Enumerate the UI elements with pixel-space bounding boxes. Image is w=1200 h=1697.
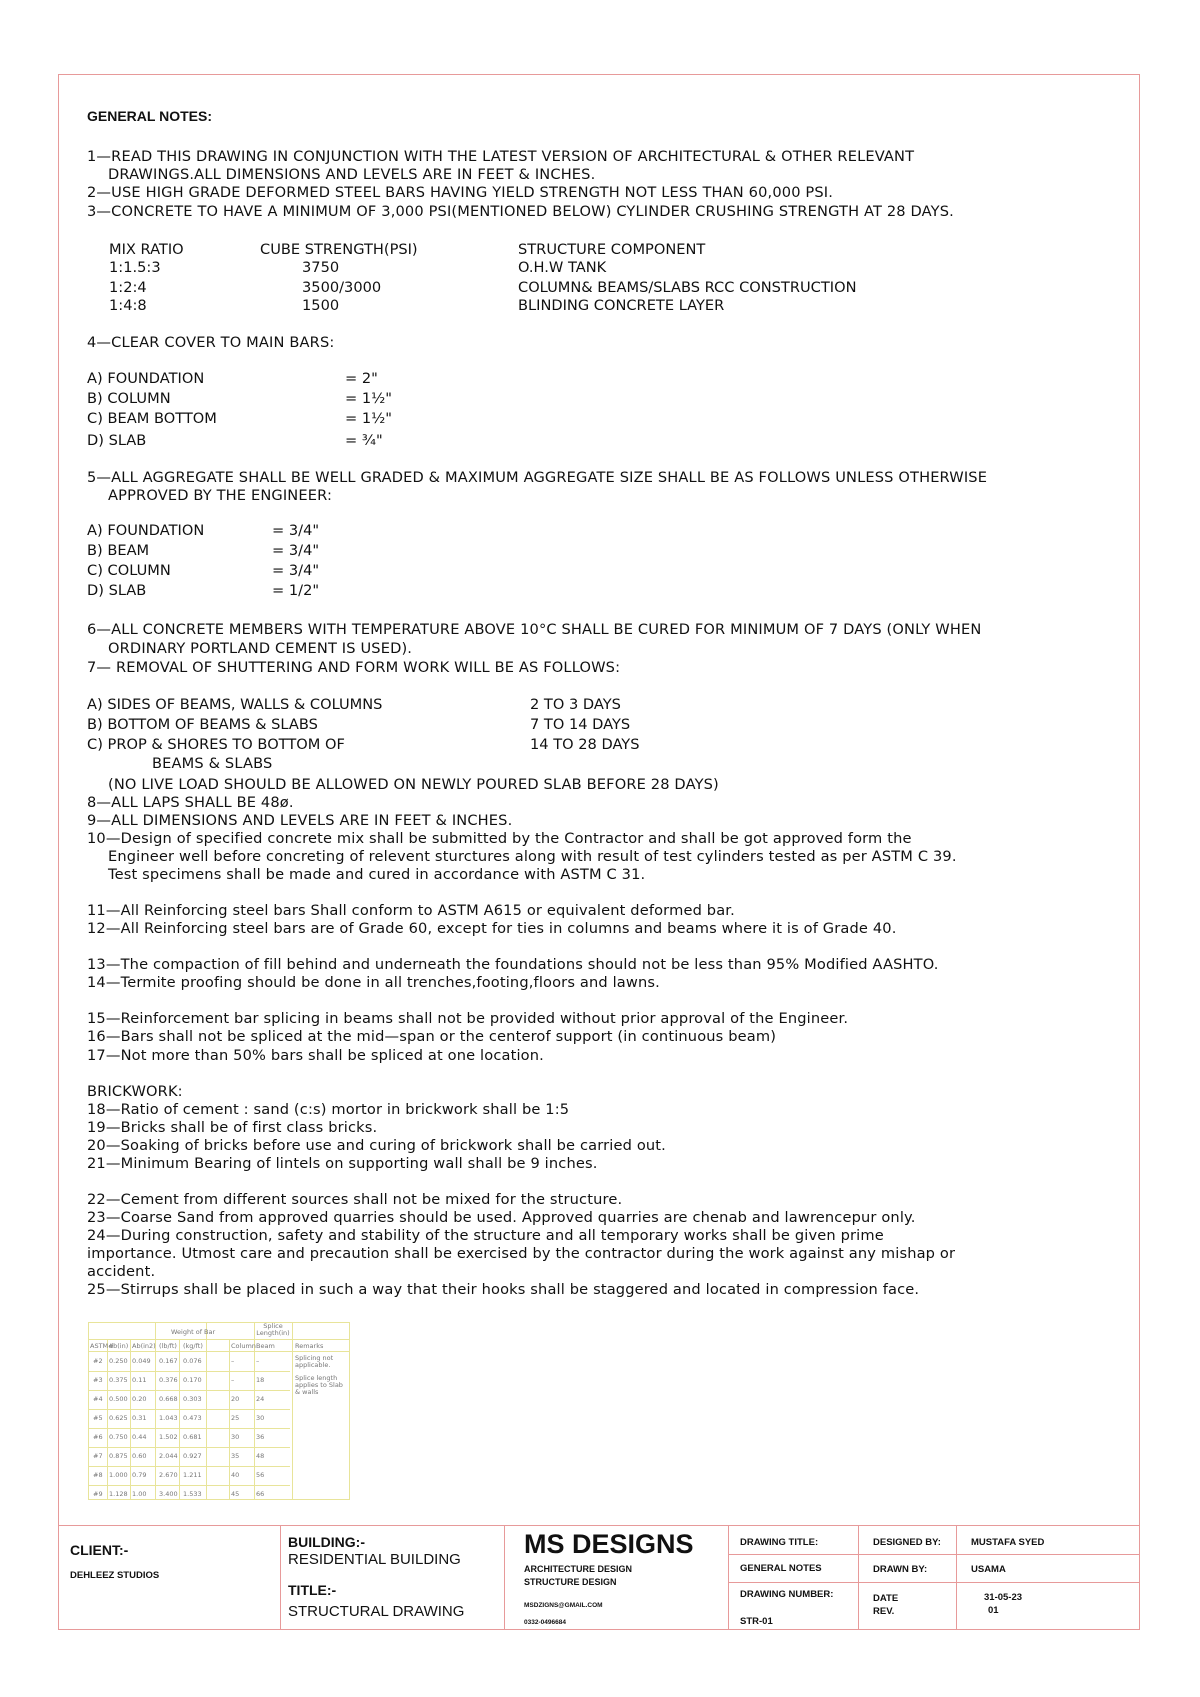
- rev-value: 01: [988, 1605, 999, 1616]
- note-16: 16—Bars shall not be spliced at the mid—span or the centerof support (in continuous beam): [87, 1028, 777, 1045]
- firm-phone: 0332-0496684: [524, 1619, 566, 1626]
- client-label: CLIENT:-: [70, 1542, 129, 1558]
- table-cell: 0.170: [183, 1376, 202, 1384]
- title-block: [58, 1525, 1140, 1630]
- table-cell: 30: [231, 1433, 240, 1441]
- table-cell: –: [256, 1357, 260, 1365]
- cover-value: = 2": [345, 370, 378, 387]
- note-17: 17—Not more than 50% bars shall be spliced at one location.: [87, 1047, 544, 1064]
- aggregate-item: C) COLUMN: [87, 562, 171, 579]
- table-row-bar-size: #2: [93, 1357, 103, 1365]
- aggregate-item: A) FOUNDATION: [87, 522, 205, 539]
- mix-row-ratio: 1:1.5:3: [109, 259, 161, 276]
- client-name: DEHLEEZ STUDIOS: [70, 1570, 160, 1581]
- table-cell: 0.049: [132, 1357, 151, 1365]
- table-cell: 24: [256, 1395, 265, 1403]
- cover-value: = 1½": [345, 390, 393, 407]
- aggregate-item: B) BEAM: [87, 542, 150, 559]
- formwork-item: B) BOTTOM OF BEAMS & SLABS: [87, 716, 318, 733]
- note-24-cont: accident.: [87, 1263, 156, 1280]
- drawing-title-label: DRAWING TITLE:: [740, 1537, 819, 1548]
- drawn-by-value: USAMA: [971, 1564, 1006, 1575]
- mix-header-strength: CUBE STRENGTH(PSI): [260, 241, 418, 258]
- cover-item: B) COLUMN: [87, 390, 171, 407]
- note-7: 7— REMOVAL OF SHUTTERING AND FORM WORK WILL BE AS FOLLOWS:: [87, 659, 621, 676]
- aggregate-value: = 3/4": [272, 562, 320, 579]
- table-cell: 0.681: [183, 1433, 202, 1441]
- table-cell: 0.473: [183, 1414, 202, 1422]
- table-cell: –: [231, 1376, 235, 1384]
- table-cell: 0.79: [132, 1471, 147, 1479]
- general-notes-heading: GENERAL NOTES:: [87, 108, 212, 124]
- firm-service: STRUCTURE DESIGN: [524, 1577, 617, 1587]
- drawing-subject: STRUCTURAL DRAWING: [288, 1603, 465, 1620]
- cover-item: A) FOUNDATION: [87, 370, 205, 387]
- note-10-cont: Test specimens shall be made and cured in accordance with ASTM C 31.: [108, 866, 646, 883]
- mix-row-strength: 1500: [302, 297, 340, 314]
- table-group-header: Weight of Bar: [171, 1328, 216, 1336]
- cover-item: C) BEAM BOTTOM: [87, 410, 217, 427]
- building-name: RESIDENTIAL BUILDING: [288, 1551, 461, 1568]
- table-cell: 1.533: [183, 1490, 202, 1498]
- mix-row-component: COLUMN& BEAMS/SLABS RCC CONSTRUCTION: [518, 279, 857, 296]
- rev-label: REV.: [873, 1606, 895, 1617]
- firm-service: ARCHITECTURE DESIGN: [524, 1564, 633, 1574]
- table-cell: 0.20: [132, 1395, 147, 1403]
- formwork-item-cont: BEAMS & SLABS: [152, 755, 273, 772]
- table-cell: 0.167: [159, 1357, 178, 1365]
- date-label: DATE: [873, 1593, 899, 1604]
- note-23: 23—Coarse Sand from approved quarries should be used. Approved quarries are chenab and lawrencepur only.: [87, 1209, 916, 1226]
- table-cell: 2.044: [159, 1452, 178, 1460]
- table-cell: 45: [231, 1490, 240, 1498]
- note-24-cont: importance. Utmost care and precaution shall be exercised by the contractor during the work against any mishap or: [87, 1245, 956, 1262]
- table-cell: 0.250: [109, 1357, 128, 1365]
- table-cell: –: [231, 1357, 235, 1365]
- mix-header-ratio: MIX RATIO: [109, 241, 184, 258]
- table-header: (lb/ft): [159, 1342, 177, 1350]
- table-group-header: Splice Length(in): [256, 1322, 290, 1337]
- formwork-days: 7 TO 14 DAYS: [530, 716, 631, 733]
- table-remark: applies to Slab: [295, 1381, 343, 1389]
- designed-by-value: MUSTAFA SYED: [971, 1537, 1045, 1548]
- table-cell: 0.31: [132, 1414, 147, 1422]
- note-10-cont: Engineer well before concreting of relevent sturctures along with result of test cylinders tested as per ASTM C 39.: [108, 848, 957, 865]
- table-cell: 0.076: [183, 1357, 202, 1365]
- brickwork-heading: BRICKWORK:: [87, 1083, 183, 1100]
- table-cell: 66: [256, 1490, 265, 1498]
- table-remark: Splice length: [295, 1374, 338, 1382]
- aggregate-value: = 1/2": [272, 582, 320, 599]
- note-24: 24—During construction, safety and stability of the structure and all temporary works shall be given prime: [87, 1227, 884, 1244]
- table-cell: 0.875: [109, 1452, 128, 1460]
- mix-header-component: STRUCTURE COMPONENT: [518, 241, 706, 258]
- table-cell: 36: [256, 1433, 265, 1441]
- note-3: 3—CONCRETE TO HAVE A MINIMUM OF 3,000 PSI(MENTIONED BELOW) CYLINDER CRUSHING STRENGTH AT 28 DAYS.: [87, 203, 954, 220]
- table-cell: 40: [231, 1471, 240, 1479]
- note-5: 5—ALL AGGREGATE SHALL BE WELL GRADED & MAXIMUM AGGREGATE SIZE SHALL BE AS FOLLOWS UNLESS OTHERWISE: [87, 469, 988, 486]
- building-label: BUILDING:-: [288, 1534, 365, 1550]
- cover-value: = ¾": [345, 432, 383, 449]
- table-cell: 18: [256, 1376, 265, 1384]
- note-13: 13—The compaction of fill behind and underneath the foundations should not be less than 95% Modified AASHTO.: [87, 956, 939, 973]
- note-5-cont: APPROVED BY THE ENGINEER:: [108, 487, 333, 504]
- table-cell: 48: [256, 1452, 265, 1460]
- table-cell: 30: [256, 1414, 265, 1422]
- formwork-days: 14 TO 28 DAYS: [530, 736, 640, 753]
- note-14: 14—Termite proofing should be done in all trenches,footing,floors and lawns.: [87, 974, 660, 991]
- drawn-by-label: DRAWN BY:: [873, 1564, 928, 1575]
- mix-row-ratio: 1:4:8: [109, 297, 147, 314]
- note-15: 15—Reinforcement bar splicing in beams shall not be provided without prior approval of the Engineer.: [87, 1010, 849, 1027]
- formwork-item: A) SIDES OF BEAMS, WALLS & COLUMNS: [87, 696, 383, 713]
- table-header: ASTM#: [90, 1342, 114, 1350]
- note-11: 11—All Reinforcing steel bars Shall conform to ASTM A615 or equivalent deformed bar.: [87, 902, 735, 919]
- table-header: Beam: [256, 1342, 275, 1350]
- mix-row-strength: 3750: [302, 259, 340, 276]
- table-remark: & walls: [295, 1388, 319, 1396]
- table-cell: 1.211: [183, 1471, 202, 1479]
- mix-row-component: BLINDING CONCRETE LAYER: [518, 297, 725, 314]
- splice-table: [88, 1322, 350, 1500]
- table-cell: 1.000: [109, 1471, 128, 1479]
- note-20: 20—Soaking of bricks before use and curing of brickwork shall be carried out.: [87, 1137, 666, 1154]
- note-4: 4—CLEAR COVER TO MAIN BARS:: [87, 334, 335, 351]
- drawing-number-label: DRAWING NUMBER:: [740, 1589, 834, 1600]
- note-12: 12—All Reinforcing steel bars are of Grade 60, except for ties in columns and beams where it is of Grade 40.: [87, 920, 897, 937]
- table-cell: 35: [231, 1452, 240, 1460]
- table-cell: 2.670: [159, 1471, 178, 1479]
- table-cell: 1.043: [159, 1414, 178, 1422]
- table-header: Remarks: [295, 1342, 324, 1350]
- table-header: Column: [231, 1342, 256, 1350]
- table-row-bar-size: #4: [93, 1395, 103, 1403]
- table-row-bar-size: #9: [93, 1490, 103, 1498]
- note-9: 9—ALL DIMENSIONS AND LEVELS ARE IN FEET & INCHES.: [87, 812, 513, 829]
- drawing-number-value: STR-01: [740, 1616, 773, 1627]
- drawing-title-value: GENERAL NOTES: [740, 1563, 822, 1574]
- note-8: 8—ALL LAPS SHALL BE 48ø.: [87, 794, 294, 811]
- table-cell: 0.625: [109, 1414, 128, 1422]
- mix-row-ratio: 1:2:4: [109, 279, 147, 296]
- table-row-bar-size: #6: [93, 1433, 103, 1441]
- table-cell: 0.375: [109, 1376, 128, 1384]
- table-header: Ab(in2): [132, 1342, 156, 1350]
- table-cell: 1.128: [109, 1490, 128, 1498]
- cover-value: = 1½": [345, 410, 393, 427]
- note-6: 6—ALL CONCRETE MEMBERS WITH TEMPERATURE ABOVE 10°C SHALL BE CURED FOR MINIMUM OF 7 DAYS (ONLY WHEN: [87, 621, 982, 638]
- date-value: 31-05-23: [984, 1592, 1023, 1603]
- table-cell: 1.502: [159, 1433, 178, 1441]
- note-19: 19—Bricks shall be of first class bricks.: [87, 1119, 378, 1136]
- table-cell: 0.303: [183, 1395, 202, 1403]
- note-10: 10—Design of specified concrete mix shall be submitted by the Contractor and shall be got approved form the: [87, 830, 912, 847]
- table-remark: applicable.: [295, 1361, 331, 1369]
- table-cell: 0.500: [109, 1395, 128, 1403]
- aggregate-item: D) SLAB: [87, 582, 147, 599]
- table-cell: 0.60: [132, 1452, 147, 1460]
- firm-name: MS DESIGNS: [524, 1529, 694, 1559]
- table-header: (kg/ft): [183, 1342, 203, 1350]
- table-cell: 56: [256, 1471, 265, 1479]
- table-cell: 1.00: [132, 1490, 147, 1498]
- firm-email: MSDZIGNS@GMAIL.COM: [524, 1602, 603, 1609]
- cover-item: D) SLAB: [87, 432, 147, 449]
- aggregate-value: = 3/4": [272, 542, 320, 559]
- table-row-bar-size: #3: [93, 1376, 103, 1384]
- table-cell: 0.376: [159, 1376, 178, 1384]
- title-label: TITLE:-: [288, 1582, 337, 1598]
- formwork-days: 2 TO 3 DAYS: [530, 696, 621, 713]
- note-2: 2—USE HIGH GRADE DEFORMED STEEL BARS HAVING YIELD STRENGTH NOT LESS THAN 60,000 PSI.: [87, 184, 834, 201]
- note-18: 18—Ratio of cement : sand (c:s) mortor in brickwork shall be 1:5: [87, 1101, 570, 1118]
- table-row-bar-size: #8: [93, 1471, 103, 1479]
- formwork-note: (NO LIVE LOAD SHOULD BE ALLOWED ON NEWLY POURED SLAB BEFORE 28 DAYS): [108, 776, 719, 793]
- table-remark: Splicing not: [295, 1354, 334, 1362]
- mix-row-strength: 3500/3000: [302, 279, 382, 296]
- note-21: 21—Minimum Bearing of lintels on supporting wall shall be 9 inches.: [87, 1155, 598, 1172]
- note-6-cont: ORDINARY PORTLAND CEMENT IS USED).: [108, 640, 413, 657]
- note-1-cont: DRAWINGS.ALL DIMENSIONS AND LEVELS ARE IN FEET & INCHES.: [108, 166, 596, 183]
- aggregate-value: = 3/4": [272, 522, 320, 539]
- note-25: 25—Stirrups shall be placed in such a way that their hooks shall be staggered and located in compression face.: [87, 1281, 920, 1298]
- table-cell: 0.44: [132, 1433, 147, 1441]
- table-header: db(in): [109, 1342, 129, 1350]
- table-cell: 0.927: [183, 1452, 202, 1460]
- table-cell: 25: [231, 1414, 240, 1422]
- mix-row-component: O.H.W TANK: [518, 259, 607, 276]
- table-cell: 20: [231, 1395, 240, 1403]
- table-row-bar-size: #7: [93, 1452, 103, 1460]
- note-22: 22—Cement from different sources shall not be mixed for the structure.: [87, 1191, 623, 1208]
- table-cell: 0.750: [109, 1433, 128, 1441]
- note-1: 1—READ THIS DRAWING IN CONJUNCTION WITH THE LATEST VERSION OF ARCHITECTURAL & OTHER RELEVANT: [87, 148, 915, 165]
- table-cell: 0.668: [159, 1395, 178, 1403]
- table-cell: 3.400: [159, 1490, 178, 1498]
- designed-by-label: DESIGNED BY:: [873, 1537, 941, 1548]
- table-row-bar-size: #5: [93, 1414, 103, 1422]
- table-cell: 0.11: [132, 1376, 147, 1384]
- formwork-item: C) PROP & SHORES TO BOTTOM OF: [87, 736, 345, 753]
